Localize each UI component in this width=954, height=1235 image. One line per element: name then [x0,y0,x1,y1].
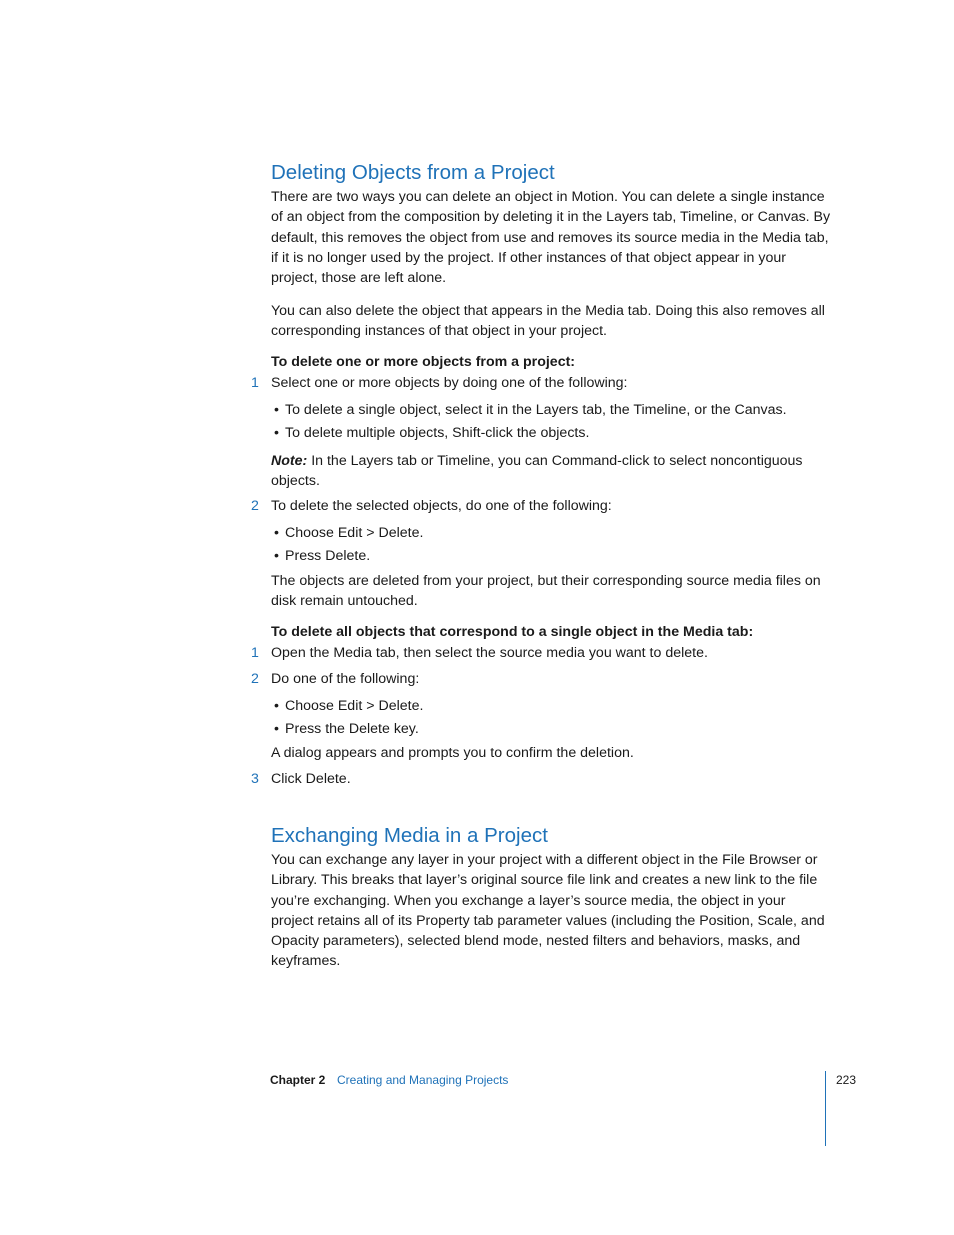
footer-divider [825,1071,826,1146]
step-text: To delete the selected objects, do one of the following: [271,498,612,514]
step-number: 1 [251,645,259,661]
task-heading-2: To delete all objects that correspond to a single object in the Media tab: [271,624,754,640]
bullet-item: • Choose Edit > Delete. [274,525,424,541]
result-paragraph: The objects are deleted from your project, but their corresponding source media files on disk remain untouched. [271,573,821,610]
note-paragraph: Note: In the Layers tab or Timeline, you can Command-click to select noncontiguous objects. [271,453,803,490]
note-label: Note: [271,453,308,469]
step-text: Do one of the following: [271,671,420,687]
step-number: 1 [251,375,259,391]
bullet-item: • Press the Delete key. [274,721,419,737]
bullet-glyph: • [274,402,279,418]
exchanging-paragraph: You can exchange any layer in your project with a different object in the File Browser or Library. This breaks that layer’s original source file link and creates a new link to the file you’re exchanging. When you exchange a layer’s source media, the object in your project retains all of its Property tab parameter values (including the Position, Scale, and Opacity parameters), selected blend mode, nested filters and behaviors, masks, and keyframes. [271,852,825,970]
bullet-glyph: • [274,525,279,541]
step-number: 2 [251,498,259,514]
step-text: Open the Media tab, then select the source media you want to delete. [271,645,708,661]
step-text: Select one or more objects by doing one of the following: [271,375,628,391]
step-number: 3 [251,771,259,787]
bullet-item: • Press Delete. [274,548,371,564]
intro-paragraph: There are two ways you can delete an object in Motion. You can delete a single instance of an object from the composition by deleting it in the Layers tab, Timeline, or Canvas. By default, this removes the object from use and removes its source media in the Media tab, if it is no longer used by the project. If other instances of that object appear in your project, those are left alone. [271,189,831,287]
bullet-item: • Choose Edit > Delete. [274,698,424,714]
footer-chapter: Chapter 2 [270,1073,326,1087]
footer-chapter-title: Creating and Managing Projects [337,1073,509,1087]
section-title-deleting-objects: Deleting Objects from a Project [271,161,555,184]
bullet-glyph: • [274,425,279,441]
bullet-glyph: • [274,698,279,714]
step-text: Click Delete. [271,771,351,787]
intro-paragraph-2: You can also delete the object that appears in the Media tab. Doing this also removes all corresponding instances of that object in your project. [271,303,825,340]
bullet-item: • To delete multiple objects, Shift-click the objects. [274,425,590,441]
page-number: 223 [836,1073,857,1087]
section-title-exchanging-media: Exchanging Media in a Project [271,824,548,847]
bullet-item: • To delete a single object, select it in the Layers tab, the Timeline, or the Canvas. [274,402,787,418]
bullet-glyph: • [274,721,279,737]
bullet-glyph: • [274,548,279,564]
task-heading-1: To delete one or more objects from a project: [271,354,576,370]
step-number: 2 [251,671,259,687]
result-text: A dialog appears and prompts you to confirm the deletion. [271,745,634,761]
